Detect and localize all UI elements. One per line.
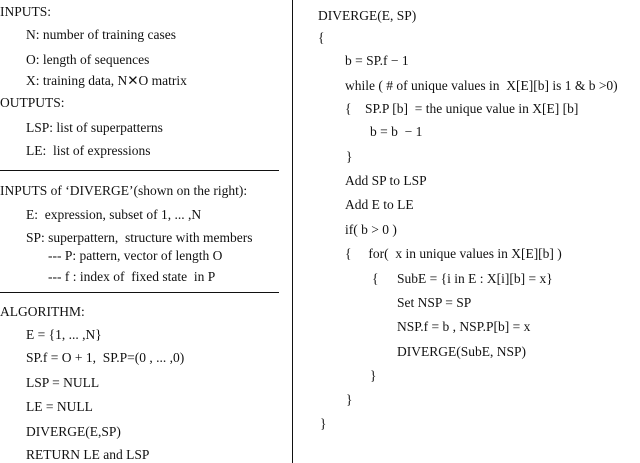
code-line: SubE = {i in E : X[i][b] = x} [397, 271, 553, 286]
code-line: } [346, 392, 353, 407]
algorithm-line: SP.f = O + 1, SP.P=(0 , ... ,0) [26, 350, 185, 365]
code-line: Add E to LE [345, 197, 414, 212]
code-line: { for( x in unique values in X[E][b] ) [345, 246, 562, 261]
output-item: LSP: list of superpatterns [26, 120, 163, 135]
diverge-input-member: --- f : index of fixed state in P [48, 269, 216, 284]
diverge-input-item: E: expression, subset of 1, ... ,N [26, 207, 202, 222]
input-item: O: length of sequences [26, 52, 150, 67]
code-line: while ( # of unique values in X[E][b] is 1 & b >0) [345, 78, 618, 93]
code-line: DIVERGE(E, SP) [318, 8, 417, 23]
algorithm-line: LSP = NULL [26, 375, 100, 390]
diverge-input-member: --- P: pattern, vector of length O [48, 248, 223, 263]
inputs-heading: INPUTS: [0, 4, 52, 19]
code-line: } [320, 416, 327, 431]
code-line: b = b − 1 [370, 124, 423, 139]
algorithm-line: E = {1, ... ,N} [26, 327, 102, 342]
section-divider [0, 292, 279, 293]
input-item: X: training data, N✕O matrix [26, 73, 187, 88]
output-item: LE: list of expressions [26, 143, 151, 158]
algorithm-heading: ALGORITHM: [0, 304, 85, 319]
code-line: { [372, 271, 379, 286]
code-line: { SP.P [b] = the unique value in X[E] [b] [345, 101, 579, 116]
code-line: { [318, 30, 325, 45]
code-line: DIVERGE(SubE, NSP) [397, 344, 527, 359]
algorithm-line: LE = NULL [26, 399, 93, 414]
outputs-heading: OUTPUTS: [0, 95, 65, 110]
code-line: Add SP to LSP [345, 173, 427, 188]
code-line: if( b > 0 ) [345, 222, 397, 237]
input-item: N: number of training cases [26, 27, 176, 42]
code-line: b = SP.f − 1 [345, 53, 409, 68]
code-line: } [370, 368, 377, 383]
algorithm-line: RETURN LE and LSP [26, 447, 150, 462]
diverge-inputs-heading: INPUTS of ‘DIVERGE’(shown on the right): [0, 183, 248, 198]
diverge-input-item: SP: superpattern, structure with members [26, 230, 253, 245]
code-line: } [346, 149, 353, 164]
column-divider [292, 0, 293, 463]
algorithm-line: DIVERGE(E,SP) [26, 424, 121, 439]
code-line: NSP.f = b , NSP.P[b] = x [397, 319, 531, 334]
section-divider [0, 170, 279, 171]
code-line: Set NSP = SP [397, 295, 472, 310]
